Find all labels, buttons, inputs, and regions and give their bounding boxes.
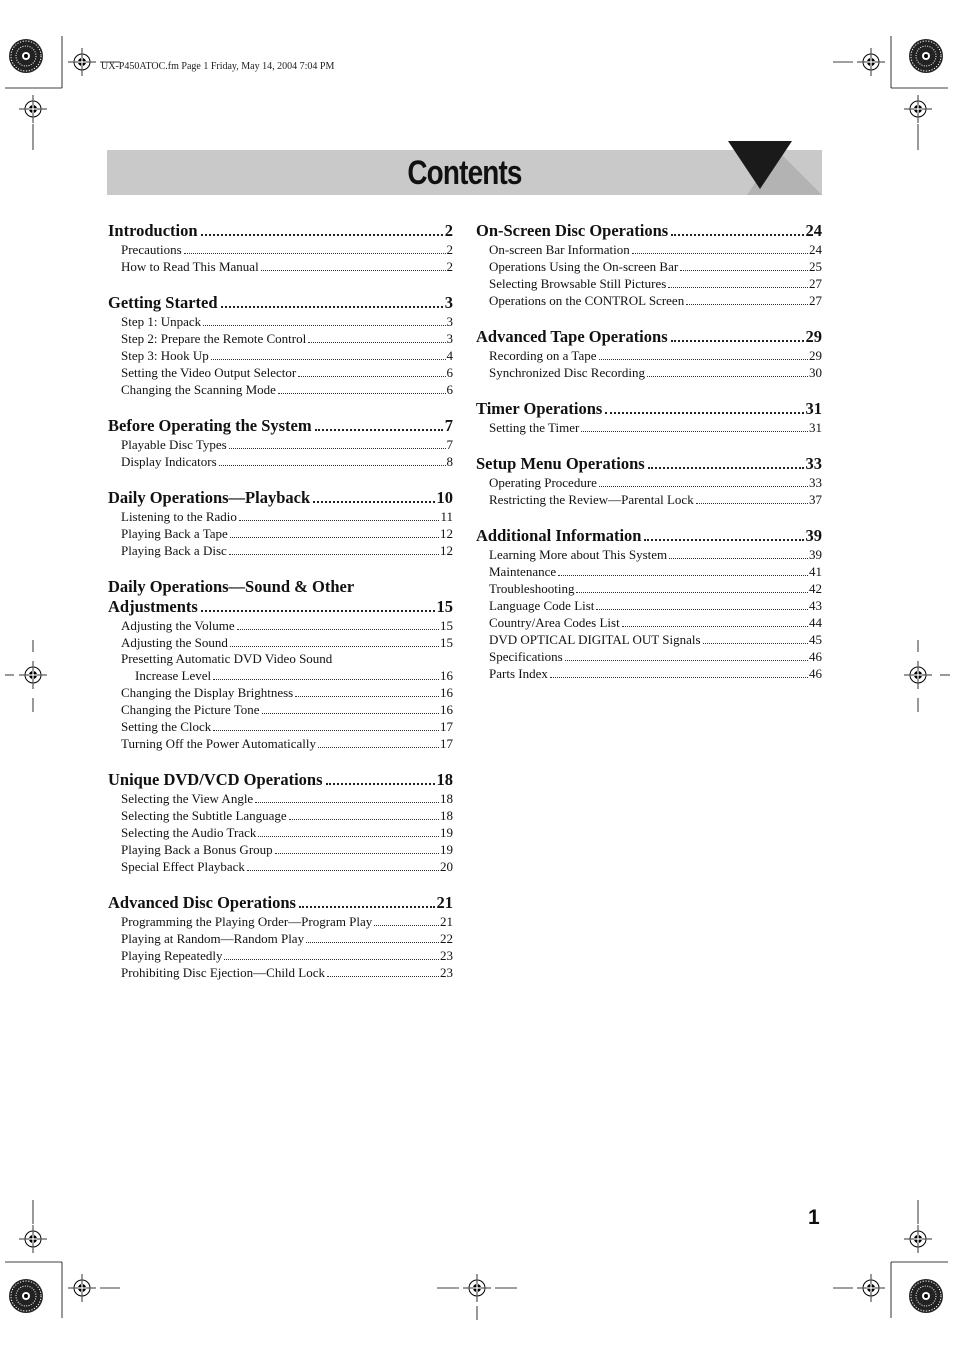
toc-entry-page: 16 [440, 702, 453, 717]
dot-leader [671, 340, 804, 342]
toc-entry-title: Setting the Clock [121, 719, 212, 734]
toc-entry-page: 20 [440, 859, 453, 874]
toc-entry-page: 43 [809, 598, 822, 613]
toc-entry[interactable] [108, 241, 453, 258]
toc-entry-page: 12 [440, 526, 453, 541]
toc-entry[interactable] [476, 419, 822, 436]
toc-entry-title: Changing the Scanning Mode [121, 382, 276, 397]
toc-section-heading[interactable] [476, 327, 822, 347]
dot-leader [306, 942, 439, 943]
dot-leader [229, 554, 439, 555]
toc-entry-page: 27 [809, 293, 822, 308]
dot-leader [203, 325, 445, 326]
registration-mark-bottom-left-2 [68, 1274, 96, 1302]
dot-leader [258, 836, 439, 837]
toc-entry-title: Selecting the Audio Track [121, 825, 257, 840]
toc-entry-page: 22 [440, 931, 453, 946]
toc-entry[interactable] [476, 241, 822, 258]
toc-entry-title: Changing the Display Brightness [121, 685, 294, 700]
toc-entry-title: Synchronized Disc Recording [489, 365, 645, 380]
toc-right-column [476, 221, 822, 700]
toc-entry-title: Step 1: Unpack [121, 314, 202, 329]
dot-leader [295, 696, 439, 697]
toc-entry-title: Learning More about This System [489, 547, 668, 562]
dot-leader [201, 234, 443, 236]
toc-entry-title: Adjusting the Sound [121, 635, 228, 650]
toc-entry-page: 16 [440, 668, 453, 683]
dot-leader [644, 539, 803, 541]
toc-entry-page: 37 [809, 492, 822, 507]
toc-entry-page: 31 [809, 420, 822, 435]
toc-entry-title: Operating Procedure [489, 475, 597, 490]
toc-entry-title: Selecting Browsable Still Pictures [489, 276, 667, 291]
toc-section-heading[interactable] [476, 526, 822, 546]
registration-mark-bottom-right-1 [857, 1274, 885, 1302]
toc-entry[interactable] [476, 563, 822, 580]
toc-entry-title: DVD OPTICAL DIGITAL OUT Signals [489, 632, 701, 647]
toc-entry-title: Playing at Random—Random Play [121, 931, 305, 946]
toc-entry[interactable] [108, 701, 453, 718]
toc-section-heading-page: 29 [805, 327, 822, 346]
toc-entry-page: 7 [446, 437, 453, 452]
toc-entry[interactable] [108, 735, 453, 752]
toc-section-heading[interactable] [108, 293, 453, 313]
dot-leader [550, 677, 808, 678]
toc-entry[interactable] [108, 718, 453, 735]
toc-entry[interactable] [476, 665, 822, 682]
toc-entry-page: 16 [440, 685, 453, 700]
dot-leader [247, 870, 439, 871]
toc-entry[interactable] [108, 634, 453, 651]
dot-leader [647, 376, 808, 377]
registration-mark-top-right-2 [904, 95, 932, 123]
toc-entry-page: 18 [440, 808, 453, 823]
toc-entry-title: Setting the Video Output Selector [121, 365, 297, 380]
toc-entry-page: 17 [440, 736, 453, 751]
toc-entry[interactable] [108, 347, 453, 364]
dot-leader [289, 819, 439, 820]
toc-entry-title: Specifications [489, 649, 563, 664]
title-banner [107, 150, 822, 195]
toc-entry[interactable] [476, 364, 822, 381]
toc-entry[interactable] [476, 614, 822, 631]
toc-entry[interactable] [476, 275, 822, 292]
starburst-mark-top-right [909, 39, 943, 73]
toc-entry-title: Selecting the View Angle [121, 791, 254, 806]
toc-entry-title: Playing Back a Bonus Group [121, 842, 273, 857]
toc-section-heading-title: Introduction [108, 221, 198, 240]
toc-entry-title: Playing Back a Tape [121, 526, 228, 541]
toc-section-heading-page: 7 [444, 416, 453, 435]
toc-section [108, 221, 453, 275]
toc-section-heading-title: Adjustments [108, 597, 198, 616]
registration-mark-bottom-right-2 [904, 1225, 932, 1253]
toc-entry-page: 8 [446, 454, 453, 469]
toc-entry-page: 27 [809, 276, 822, 291]
toc-entry-title: Playing Repeatedly [121, 948, 223, 963]
toc-entry[interactable] [476, 631, 822, 648]
dot-leader [255, 802, 439, 803]
toc-section-heading-page: 21 [436, 893, 453, 912]
dot-leader [599, 359, 808, 360]
toc-section [476, 454, 822, 508]
toc-section [108, 893, 453, 981]
toc-section-heading-title: Advanced Tape Operations [476, 327, 668, 346]
toc-entry-page: 3 [446, 314, 453, 329]
toc-section [476, 221, 822, 309]
toc-entry[interactable] [108, 330, 453, 347]
registration-mark-top-right-1 [857, 48, 885, 76]
toc-section-heading[interactable] [476, 399, 822, 419]
dot-leader [313, 501, 434, 503]
toc-entry-title: Listening to the Radio [121, 509, 237, 524]
toc-section-heading[interactable] [476, 454, 822, 474]
toc-section [108, 488, 453, 559]
toc-section-heading-title: Timer Operations [476, 399, 603, 418]
toc-entry-title: Maintenance [489, 564, 557, 579]
dot-leader [326, 783, 435, 785]
dot-leader [278, 393, 446, 394]
toc-section-heading-title: On-Screen Disc Operations [476, 221, 669, 240]
toc-entry-page: 11 [440, 509, 453, 524]
toc-entry-title: Step 2: Prepare the Remote Control [121, 331, 307, 346]
toc-entry[interactable] [108, 364, 453, 381]
toc-entry-page: 15 [440, 618, 453, 633]
toc-section [108, 293, 453, 398]
toc-entry[interactable] [108, 525, 453, 542]
toc-entry-page: 45 [809, 632, 822, 647]
dot-leader [201, 610, 435, 612]
toc-entry[interactable] [476, 474, 822, 491]
toc-entry[interactable] [108, 807, 453, 824]
dot-leader [599, 486, 808, 487]
toc-entry-title: Selecting the Subtitle Language [121, 808, 287, 823]
toc-entry-page: 6 [446, 365, 453, 380]
toc-entry[interactable] [108, 667, 453, 684]
toc-entry-title: Display Indicators [121, 454, 217, 469]
registration-mark-top-left-2 [19, 95, 47, 123]
toc-entry-page: 29 [809, 348, 822, 363]
dot-leader [184, 253, 446, 254]
toc-entry[interactable] [476, 648, 822, 665]
toc-section-heading-title: Setup Menu Operations [476, 454, 645, 473]
dot-leader [230, 537, 439, 538]
toc-entry-title: Operations on the CONTROL Screen [489, 293, 685, 308]
down-triangle-icon [728, 141, 794, 191]
toc-section-heading-title: Unique DVD/VCD Operations [108, 770, 323, 789]
dot-leader [327, 976, 439, 977]
toc-section-heading-page: 3 [444, 293, 453, 312]
toc-entry-page: 30 [809, 365, 822, 380]
dot-leader [596, 609, 808, 610]
toc-entry-page: 33 [809, 475, 822, 490]
starburst-mark-top-left [9, 39, 43, 73]
registration-mark-top-left-1 [68, 48, 96, 76]
toc-entry-title: Playing Back a Disc [121, 543, 227, 558]
toc-entry-page: 42 [809, 581, 822, 596]
dot-leader [275, 853, 439, 854]
toc-section-heading[interactable] [108, 597, 453, 617]
toc-entry-title: How to Read This Manual [121, 259, 259, 274]
toc-entry[interactable] [108, 381, 453, 398]
page-number: 1 [808, 1206, 820, 1229]
toc-entry[interactable] [108, 790, 453, 807]
dot-leader [315, 429, 443, 431]
toc-entry-page: 15 [440, 635, 453, 650]
dot-leader [229, 448, 446, 449]
dot-leader [581, 431, 808, 432]
dot-leader [308, 342, 445, 343]
toc-entry[interactable] [108, 542, 453, 559]
toc-section-heading[interactable] [108, 770, 453, 790]
dot-leader [237, 629, 439, 630]
toc-section-heading-page: 2 [444, 221, 453, 240]
toc-entry-page: 4 [446, 348, 453, 363]
toc-entry[interactable] [108, 947, 453, 964]
toc-entry-page: 2 [446, 242, 453, 257]
toc-section-heading-page: 39 [805, 526, 822, 545]
toc-section [108, 416, 453, 470]
toc-entry[interactable] [108, 617, 453, 634]
toc-section-heading-title: Advanced Disc Operations [108, 893, 296, 912]
registration-mark-bottom-left-1 [19, 1225, 47, 1253]
toc-section-heading-title: Daily Operations—Playback [108, 488, 311, 507]
toc-entry[interactable] [108, 258, 453, 275]
toc-entry[interactable] [108, 684, 453, 701]
toc-entry-page: 6 [446, 382, 453, 397]
toc-entry-page: 25 [809, 259, 822, 274]
dot-leader [298, 376, 445, 377]
toc-entry-page: 46 [809, 666, 822, 681]
toc-entry-page: 12 [440, 543, 453, 558]
toc-entry-page: 46 [809, 649, 822, 664]
toc-section-heading[interactable] [108, 488, 453, 508]
toc-entry-title: Increase Level [135, 668, 212, 683]
dot-leader [318, 747, 439, 748]
toc-entry-page: 23 [440, 948, 453, 963]
toc-entry-title: On-screen Bar Information [489, 242, 630, 257]
toc-entry-page: 2 [446, 259, 453, 274]
toc-left-column [108, 221, 453, 999]
toc-entry[interactable] [476, 491, 822, 508]
toc-entry[interactable] [108, 436, 453, 453]
dot-leader [565, 660, 808, 661]
toc-entry[interactable] [108, 913, 453, 930]
toc-section-heading-title: Before Operating the System [108, 416, 312, 435]
toc-section-heading-page: 33 [805, 454, 822, 473]
toc-entry-title: Restricting the Review—Parental Lock [489, 492, 694, 507]
dot-leader [262, 713, 439, 714]
toc-entry-page: 23 [440, 965, 453, 980]
dot-leader [558, 575, 808, 576]
toc-section [476, 399, 822, 436]
dot-leader [224, 959, 439, 960]
toc-section-heading-page: 15 [436, 597, 453, 616]
toc-entry-page: 24 [809, 242, 822, 257]
dot-leader [696, 503, 808, 504]
dot-leader [239, 520, 440, 521]
toc-entry[interactable] [476, 292, 822, 309]
dot-leader [213, 679, 439, 680]
toc-entry[interactable] [476, 580, 822, 597]
toc-section-heading[interactable] [108, 221, 453, 241]
toc-entry-title: Prohibiting Disc Ejection—Child Lock [121, 965, 326, 980]
dot-leader [605, 412, 803, 414]
toc-section [108, 577, 453, 752]
toc-entry[interactable] [476, 258, 822, 275]
toc-entry-page: 18 [440, 791, 453, 806]
toc-entry-title: Setting the Timer [489, 420, 580, 435]
toc-entry[interactable] [108, 930, 453, 947]
dot-leader [669, 558, 808, 559]
toc-entry-page: 44 [809, 615, 822, 630]
toc-entry-title: Troubleshooting [489, 581, 575, 596]
toc-section-heading-page: 24 [805, 221, 822, 240]
dot-leader [632, 253, 808, 254]
toc-entry-title: Precautions [121, 242, 182, 257]
toc-section-title-line: Daily Operations—Sound & Other [108, 577, 355, 596]
starburst-mark-bottom-right [909, 1279, 943, 1313]
toc-entry-title: Recording on a Tape [489, 348, 597, 363]
toc-entry-page: 19 [440, 842, 453, 857]
dot-leader [671, 234, 803, 236]
toc-entry-title: Playable Disc Types [121, 437, 227, 452]
registration-mark-mid-right [904, 661, 932, 689]
toc-section [476, 327, 822, 381]
toc-entry[interactable] [108, 841, 453, 858]
toc-entry[interactable] [108, 964, 453, 981]
toc-entry-title: Turning Off the Power Automatically [121, 736, 316, 751]
dot-leader [219, 465, 446, 466]
toc-entry-page: 19 [440, 825, 453, 840]
toc-section-heading[interactable] [108, 416, 453, 436]
toc-entry-title: Programming the Playing Order—Program Play [121, 914, 373, 929]
toc-entry-page: 39 [809, 547, 822, 562]
dot-leader [648, 467, 804, 469]
toc-entry-title: Special Effect Playback [121, 859, 245, 874]
dot-leader [261, 270, 446, 271]
toc-entry[interactable] [476, 597, 822, 614]
toc-section [476, 526, 822, 682]
toc-entry-title: Parts Index [489, 666, 548, 681]
dot-leader [213, 730, 439, 731]
dot-leader [703, 643, 808, 644]
toc-section-heading-title: Additional Information [476, 526, 642, 545]
dot-leader [221, 306, 443, 308]
toc-section-heading-page: 31 [805, 399, 822, 418]
toc-entry[interactable] [108, 858, 453, 875]
dot-leader [211, 359, 446, 360]
toc-entry-title: Operations Using the On-screen Bar [489, 259, 679, 274]
page-title: Contents [407, 154, 522, 192]
toc-section-heading[interactable] [108, 893, 453, 913]
toc-entry-title: Language Code List [489, 598, 595, 613]
toc-entry-title: Adjusting the Volume [121, 618, 235, 633]
registration-mark-mid-left [19, 661, 47, 689]
registration-mark-bottom-center [463, 1274, 491, 1302]
toc-entry-title-line: Presetting Automatic DVD Video Sound [121, 651, 333, 666]
toc-entry[interactable] [108, 453, 453, 470]
toc-entry-page: 3 [446, 331, 453, 346]
toc-entry-page: 41 [809, 564, 822, 579]
toc-entry[interactable] [108, 824, 453, 841]
toc-entry[interactable] [476, 546, 822, 563]
toc-entry-title: Country/Area Codes List [489, 615, 620, 630]
toc-section [108, 770, 453, 875]
toc-section-heading[interactable] [476, 221, 822, 241]
dot-leader [668, 287, 808, 288]
toc-section-heading-page: 10 [436, 488, 453, 507]
dot-leader [622, 626, 808, 627]
dot-leader [230, 646, 439, 647]
dot-leader [680, 270, 808, 271]
toc-section-heading-page: 18 [436, 770, 453, 789]
toc-entry-title: Changing the Picture Tone [121, 702, 260, 717]
dot-leader [299, 906, 435, 908]
starburst-mark-bottom-left [9, 1279, 43, 1313]
toc-entry[interactable] [108, 313, 453, 330]
dot-leader [374, 925, 439, 926]
toc-entry[interactable] [476, 347, 822, 364]
toc-entry-title: Step 3: Hook Up [121, 348, 209, 363]
file-header-info: UX-P450ATOC.fm Page 1 Friday, May 14, 2004 7:04 PM [101, 61, 335, 72]
toc-entry-page: 21 [440, 914, 453, 929]
toc-section-heading-title: Getting Started [108, 293, 218, 312]
dot-leader [686, 304, 808, 305]
toc-entry[interactable] [108, 508, 453, 525]
toc-entry-page: 17 [440, 719, 453, 734]
dot-leader [576, 592, 808, 593]
